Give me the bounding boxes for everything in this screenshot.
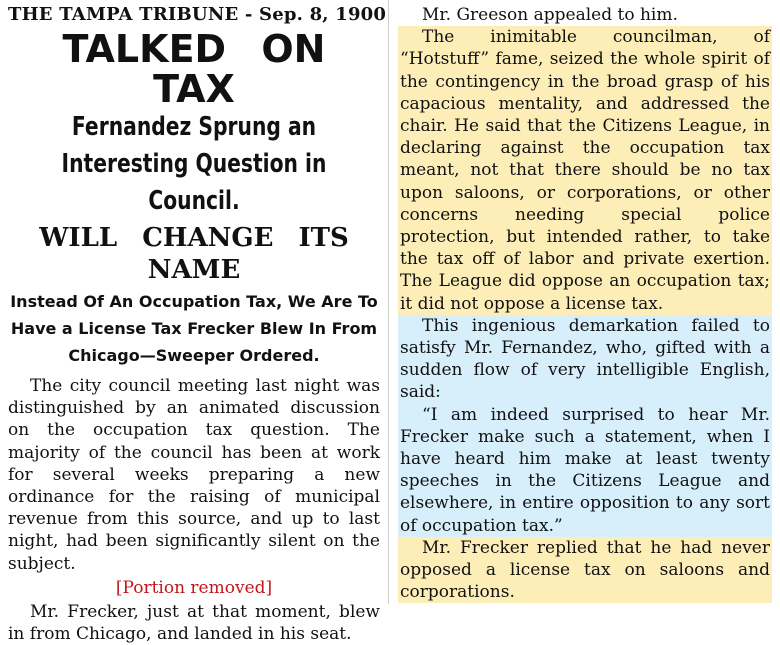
paragraph-highlight-blue-1: This ingenious demarkation failed to satisfy Mr. Fernandez, who, gifted with a sudden flow of very intelligible English, said:	[400, 315, 770, 403]
masthead: THE TAMPA TRIBUNE - Sep. 8, 1900	[8, 4, 387, 25]
paragraph-highlight-yellow-1: The inimitable councilman, of “Hotstuff” fame, seized the whole spirit of the contingency in the broad grasp of his capacious mentality, and addressed the chair. He said that the Citizens League, in declaring against the occupation tax meant, not that there should be no tax upon saloons, or corporations, or other concerns needing special police protection, but intended rather, to take the tax off of labor and private exertion. The League did oppose an occupation tax; it did not oppose a license tax.	[400, 27, 770, 314]
paragraph-highlight-blue-2: “I am indeed surprised to hear Mr. Frecker make such a statement, when I have heard him make at least twenty speeches in the Citizens League and elsewhere, in entire opposition to any sort of occupation tax.”	[400, 404, 770, 536]
paragraph-frecker: Mr. Frecker, just at that moment, blew in from Chicago, and landed in his seat.	[8, 601, 380, 645]
column-divider	[388, 0, 389, 604]
right-column	[398, 4, 772, 603]
deck: Fernandez Sprung an Interesting Question in Council.	[61, 112, 327, 216]
headline-secondary: WILL CHANGE ITS NAME	[39, 223, 349, 285]
paragraph-greeson: Mr. Greeson appealed to him.	[422, 5, 678, 25]
subdeck: Instead Of An Occupation Tax, We Are To Have a License Tax Frecker Blew In From Chicago—Sweeper Ordered.	[10, 292, 378, 365]
paragraph-intro: The city council meeting last night was distinguished by an animated discussion on the occupation tax question. The majority of the council has been at work for several weeks preparing a new ordinance for the raising of municipal revenue from this source, and up to last night, had been significantly silent on the subject.	[8, 376, 380, 574]
headline: TALKED ON TAX	[62, 27, 326, 111]
left-column	[8, 4, 387, 645]
paragraph-highlight-yellow-2: Mr. Frecker replied that he had never opposed a license tax on saloons and corporations.	[400, 537, 770, 603]
portion-removed-note: [Portion removed]	[115, 577, 273, 598]
